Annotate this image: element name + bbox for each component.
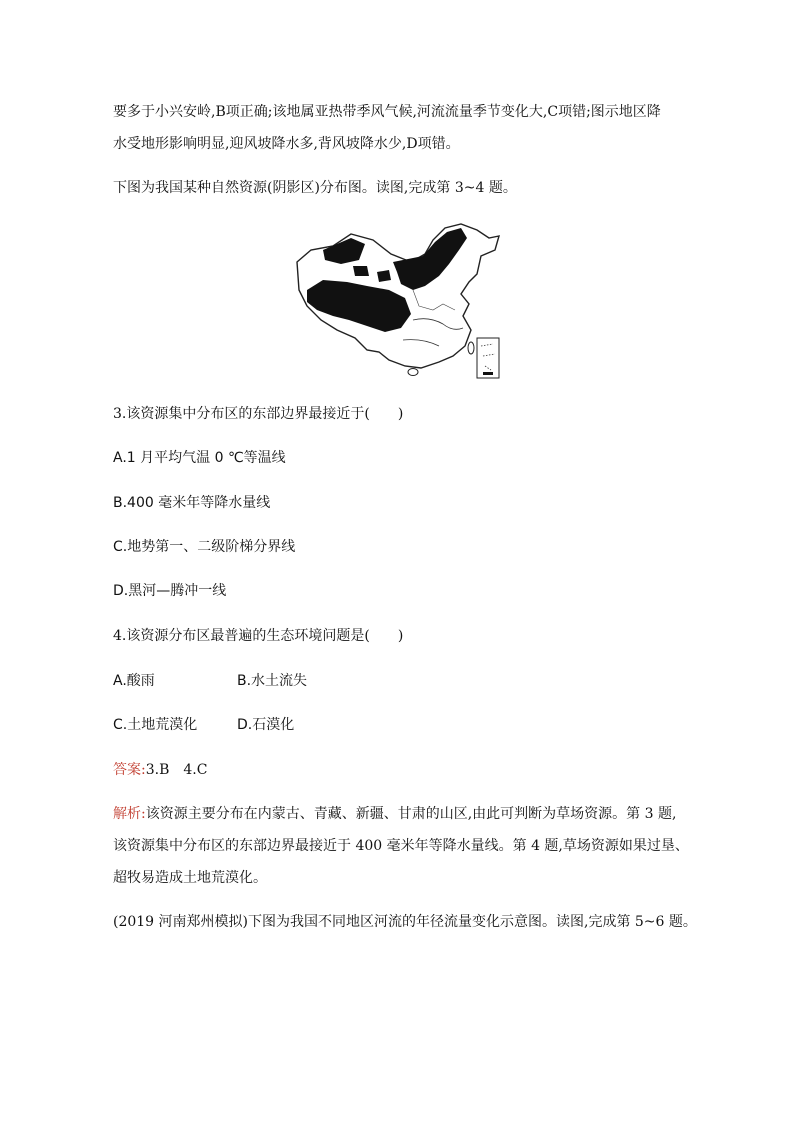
answer-line bbox=[113, 761, 207, 779]
q4-option-a: A.酸雨 bbox=[113, 673, 155, 689]
prev-line-1: 要多于小兴安岭,B项正确;该地属亚热带季风气候,河流流量季节变化大,C项错;图示地区降 bbox=[113, 104, 661, 120]
intro-text: 下图为我国某种自然资源(阴影区)分布图。读图,完成第 3~4 题。 bbox=[113, 180, 517, 196]
analysis-line-2: 该资源集中分布区的东部边界最接近于 400 毫米年等降水量线。第 4 题,草场资源如果过垦、 bbox=[113, 838, 689, 854]
q3-option-d: D.黑河—腾冲一线 bbox=[113, 583, 227, 599]
analysis-line-1 bbox=[113, 805, 676, 823]
q4-option-d: D.石漠化 bbox=[237, 717, 295, 733]
shade-small-1 bbox=[353, 266, 369, 276]
q3-option-b: B.400 毫米年等降水量线 bbox=[113, 495, 271, 511]
answer-label: 答案: bbox=[113, 762, 146, 778]
q3-option-c: C.地势第一、二级阶梯分界线 bbox=[113, 539, 296, 555]
q3-stem: 3.该资源集中分布区的东部边界最接近于( ) bbox=[113, 406, 404, 422]
island-hainan bbox=[408, 369, 418, 376]
china-resource-map bbox=[293, 220, 503, 382]
q4-stem: 4.该资源分布区最普遍的生态环境问题是( ) bbox=[113, 628, 404, 644]
prev-line-2: 水受地形影响明显,迎风坡降水多,背风坡降水少,D项错。 bbox=[113, 136, 460, 152]
analysis-text-1: 该资源主要分布在内蒙古、青藏、新疆、甘肃的山区,由此可判断为草场资源。第 3 题, bbox=[145, 806, 677, 822]
island-taiwan bbox=[468, 342, 474, 354]
q3-option-a: A.1 月平均气温 0 ℃等温线 bbox=[113, 450, 286, 466]
analysis-label: 解析: bbox=[113, 806, 146, 822]
analysis-line-3: 超牧易造成土地荒漠化。 bbox=[113, 870, 267, 886]
q4-option-c: C.土地荒漠化 bbox=[113, 717, 198, 733]
answer-text: 3.B 4.C bbox=[145, 762, 208, 778]
next-intro-text: (2019 河南郑州模拟)下图为我国不同地区河流的年径流量变化示意图。读图,完成第 5~6 题。 bbox=[113, 914, 697, 930]
inset-scale bbox=[483, 372, 493, 375]
q4-option-b: B.水土流失 bbox=[237, 673, 308, 689]
shade-small-2 bbox=[377, 270, 391, 282]
